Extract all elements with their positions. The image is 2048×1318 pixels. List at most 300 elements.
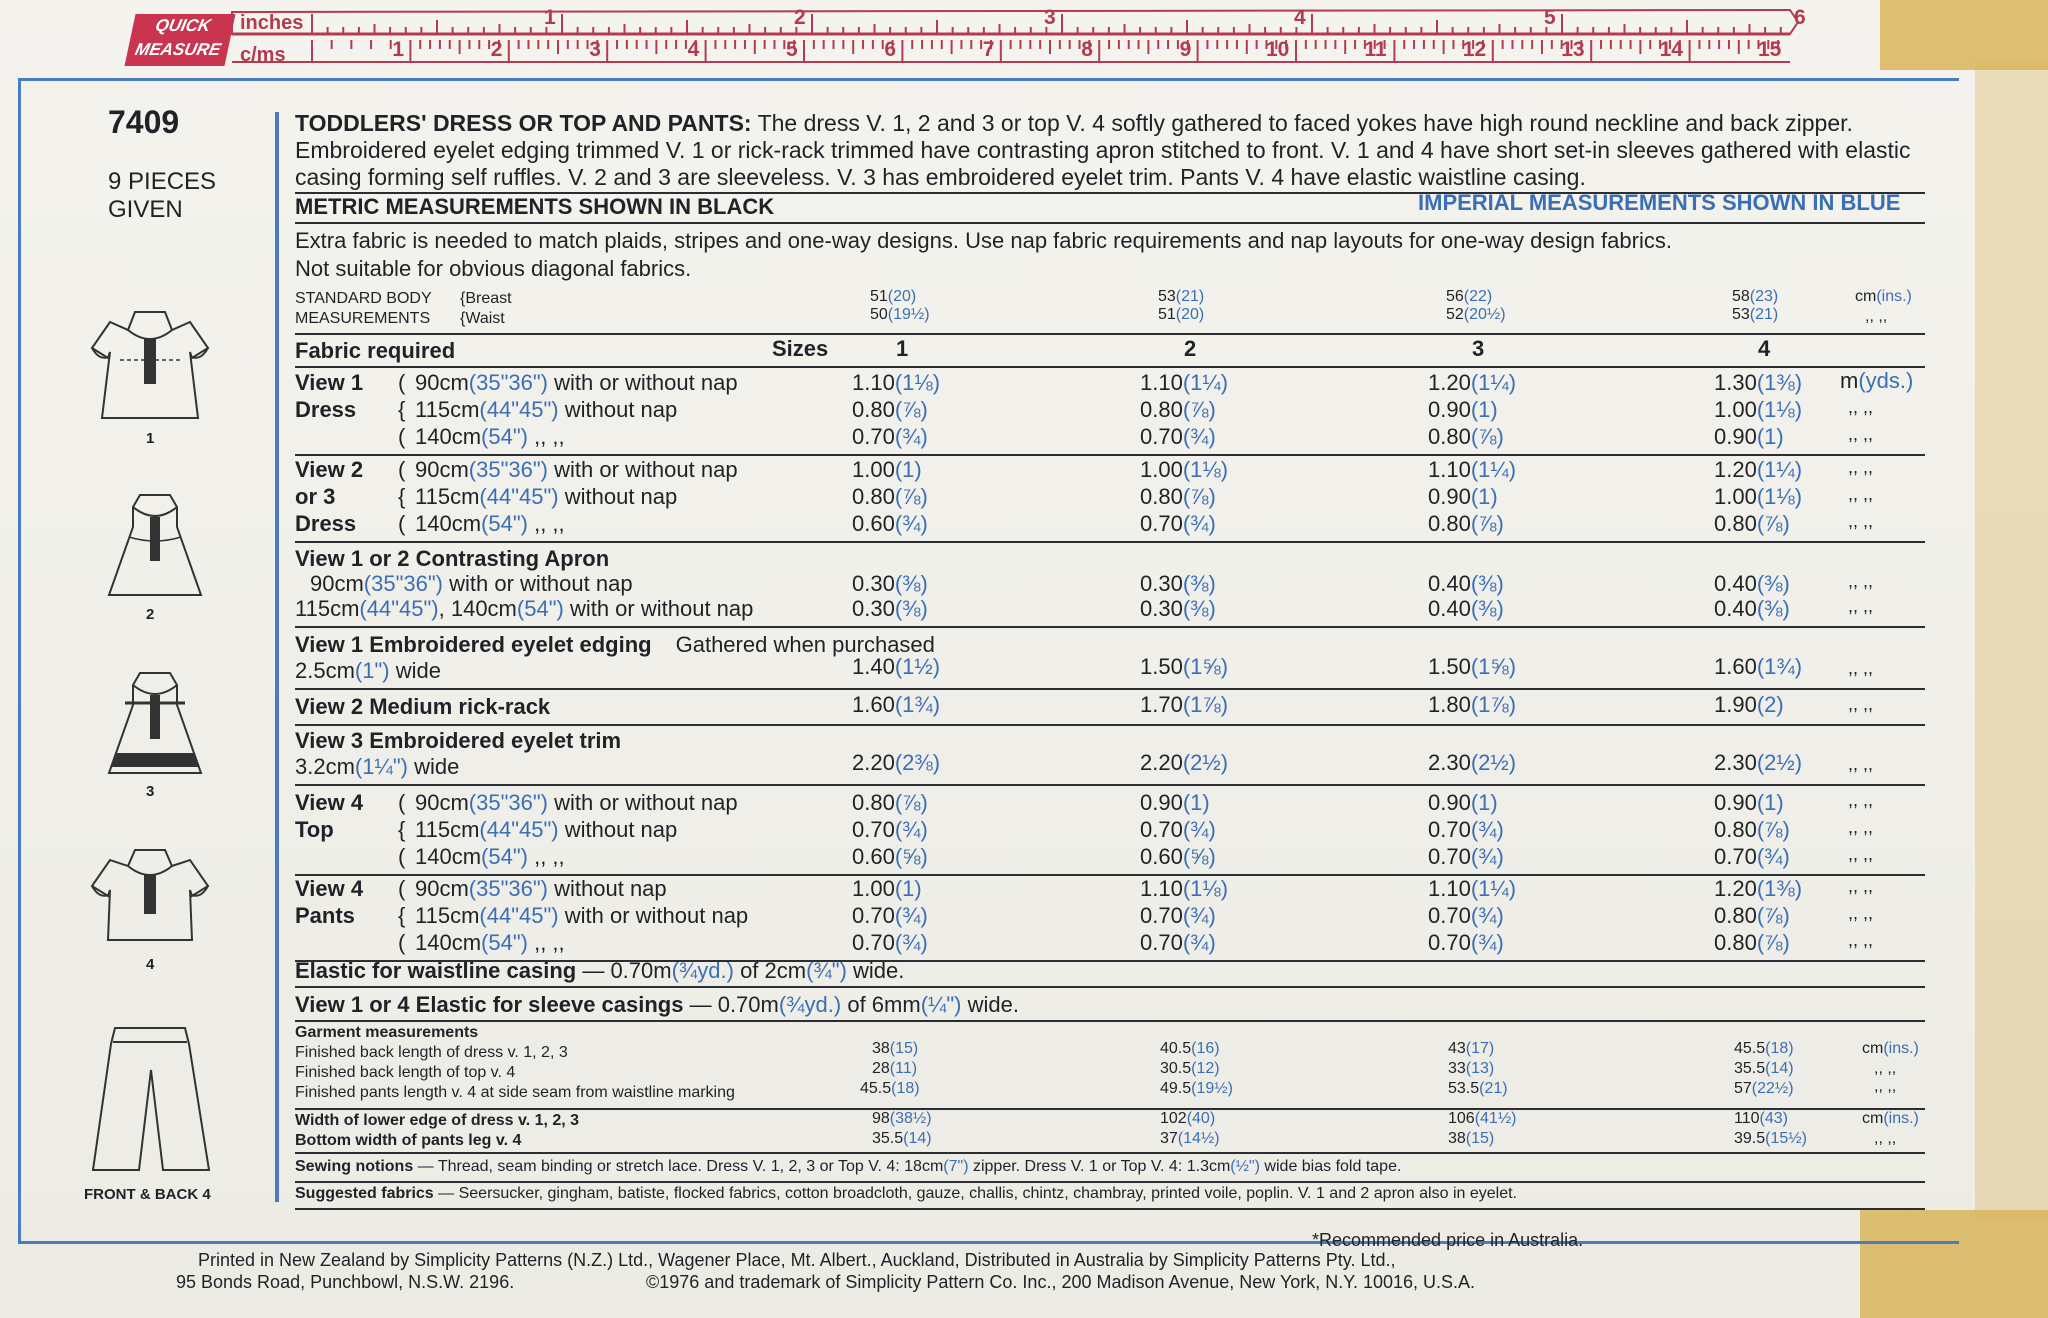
fabric-amount-imperial: (1) [894,457,922,482]
fabric-amount-metric: 0.90 [1140,790,1183,815]
size-header: 2 [1184,336,1197,361]
width-note: with or without nap [548,370,738,395]
body-label-1: STANDARD BODY [295,290,432,307]
ditto-mark: ,, ,, [1848,424,1874,444]
garment-label-2: Width of lower edge of dress v. 1, 2, 3 [295,1112,580,1129]
fabric-amount-metric: 1.10 [1140,370,1183,395]
fabric-amount [1140,484,1216,510]
ditto-mark: ,, ,, [1848,397,1874,417]
fabric-amount [1714,457,1802,483]
fabric-amount [1428,484,1498,510]
garment-unit [1862,1040,1919,1058]
ruler-cm-number: 5 [786,38,798,61]
garment-value-imperial: (18) [1765,1040,1794,1057]
fabric-amount-imperial: (⅞) [1182,484,1216,509]
fabric-amount-imperial: (⅞) [1756,817,1790,842]
fabric-amount-metric: 0.90 [1428,397,1471,422]
garment-value [1448,1040,1494,1058]
brace: ( [398,370,406,395]
fabric-amount-metric: 1.00 [1714,484,1757,509]
width-note: with or without nap [548,790,738,815]
garment-label-2: Bottom width of pants leg v. 4 [295,1132,522,1149]
fabric-amount [1428,817,1504,843]
section-title: Pants [295,903,355,928]
trim-amount [1714,750,1802,776]
divider [295,784,1925,786]
waist-value-imperial: (21) [1749,306,1779,323]
view-3-caption: 3 [146,783,155,800]
garment-label: Finished pants length v. 4 at side seam from waistline marking [295,1084,735,1101]
description-text: The dress V. 1, 2 and 3 or top V. 4 softly gathered to faced yokes have high round neckline and back zipper. Embroidered eyelet edging trimmed V. 1 or rick-rack trimmed have contrasting apron stitched to front. V. 1 and 4 have short set-in sleeves gathered with elastic casing forming self ruffles. V. 2 and 3 are sleeveless. V. 3 has embroidered eyelet trim. Pants V. 4 have elastic waistline casing. [295,110,1911,190]
garment-value [1734,1060,1794,1078]
fabric-amount-imperial: (1) [1756,424,1784,449]
apron-amount-imperial: (⅜) [894,571,928,596]
fabric-amount [1714,817,1790,843]
apron-amount [852,596,928,622]
unit-cm: cm [1862,1110,1884,1127]
fabric-amount-metric: 0.70 [1428,930,1471,955]
fabric-amount-imperial: (1) [1470,397,1498,422]
garment-value [1734,1080,1794,1098]
fabric-amount [852,790,928,816]
section-title: Top [295,817,334,842]
fabric-amount-metric: 0.70 [852,903,895,928]
fabric-amount [1714,484,1802,510]
trim-amount-metric: 2.30 [1428,750,1471,775]
fabric-amount-imperial: (¾) [894,511,928,536]
fabric-width-row [415,397,677,423]
eyelet-amount-metric: 1.50 [1140,654,1183,679]
garment-ditto: ,, ,, [1874,1130,1897,1147]
breast-value-metric: 53 [1158,288,1176,305]
fabric-amount-imperial: (¾) [894,930,928,955]
rickrack-amount [1428,692,1516,718]
width-note: ,, ,, [527,424,565,449]
fabric-amount [852,397,928,423]
rickrack-amount [1714,692,1784,718]
width-metric: 115cm [415,903,480,928]
fabric-amount-metric: 0.80 [1714,930,1757,955]
garment-value-imperial: (21) [1479,1080,1508,1097]
fabric-amount-imperial: (1⅛) [1756,484,1803,509]
fabric-amount-metric: 0.80 [852,484,895,509]
apron-amount-imperial: (⅜) [1756,571,1790,596]
elastic-sleeve-yd: (¾yd.) [778,992,842,1017]
elastic-sleeve-wide: wide. [961,992,1019,1017]
unit-cm: cm [1862,1040,1884,1057]
ditto-mark: ,, ,, [1848,658,1874,678]
extra-note-1: Extra fabric is needed to match plaids, stripes and one-way designs. Use nap fabric requirements and nap layouts for one-way design fabrics. [295,228,1672,253]
fabric-amount [1140,790,1210,816]
footer-price: *Recommended price in Australia. [1312,1230,1584,1250]
waist-value [870,306,930,324]
width-metric: 90cm [415,790,469,815]
imperial-heading: IMPERIAL MEASUREMENTS SHOWN IN BLUE [1418,190,1901,215]
width-note: without nap [548,876,667,901]
body-ditto: ,, ,, [1865,308,1888,325]
fabric-width-row [415,424,565,450]
breast-value-imperial: (23) [1749,288,1779,305]
fabric-amount [1140,511,1216,537]
eyelet-text: (1") [354,658,390,683]
divider [295,454,1925,456]
fabric-amount-imperial: (¾) [1470,903,1504,928]
elastic-waist-width: of 2cm [733,958,807,983]
fabric-amount-imperial: (⅞) [894,790,928,815]
fabric-amount-imperial: (¾) [1756,844,1790,869]
fabric-width-row [415,511,565,537]
breast-label: {Breast [460,290,512,307]
elastic-sleeve-inch: (¼") [920,992,962,1017]
fabric-amount-metric: 0.80 [1428,424,1471,449]
trim-amount-imperial: (2½) [1470,750,1517,775]
garment-value-imperial: (16) [1191,1040,1220,1057]
extra-note-2: Not suitable for obvious diagonal fabrics. [295,256,692,281]
notions-text-c: wide bias fold tape. [1259,1158,1402,1175]
section-title: View 4 [295,790,364,815]
divider [295,1020,1925,1022]
ruler-cm-number: 7 [982,38,995,61]
width-metric: 140cm [415,511,482,536]
trim-amount-metric: 2.20 [852,750,895,775]
fabric-amount-imperial: (1) [1470,790,1498,815]
view-1-dress-sketch [80,300,220,430]
fabric-amount [1714,397,1802,423]
garment-value-metric: 43 [1448,1040,1466,1057]
eyelet-amount [1428,654,1516,680]
fabric-amount-imperial: (¾) [1182,903,1216,928]
notions-label: Sewing notions [295,1158,414,1175]
fabric-amount-imperial: (⅞) [1470,511,1504,536]
garment-value-2 [872,1110,932,1128]
divider [295,541,1925,543]
waist-value [1732,306,1778,324]
fabric-amount [852,903,928,929]
brace: ( [398,844,406,869]
brace: ( [398,424,406,449]
breast-value [870,288,916,306]
garment-value-imperial: (17) [1465,1040,1495,1057]
description-title: TODDLERS' DRESS OR TOP AND PANTS: [295,110,752,136]
unit-in: (ins.) [1876,288,1912,305]
elastic-sleeve-width: of 6mm [841,992,921,1017]
garment-value-2 [872,1130,932,1148]
view-1-caption: 1 [146,430,155,447]
ruler-cm-number: 10 [1266,38,1290,61]
fabric-amount [1140,424,1216,450]
garment-value-2-metric: 98 [872,1110,890,1127]
body-unit [1855,288,1912,306]
fabric-width-row [415,876,667,902]
fabric-amount [1714,790,1784,816]
garment-value-metric: 45.5 [1734,1040,1766,1057]
trim-amount-metric: 2.30 [1714,750,1757,775]
trim-amount-imperial: (2⅜) [894,750,941,775]
trim-width [295,754,459,780]
garment-label: Finished back length of top v. 4 [295,1064,516,1081]
apron-amount-metric: 0.40 [1714,596,1757,621]
garment-value-2 [1160,1110,1215,1128]
garment-value-2-metric: 110 [1734,1110,1760,1127]
garment-value [1448,1060,1494,1078]
fabric-amount-imperial: (⅞) [894,397,928,422]
width-imperial: (54") [481,930,528,955]
ruler-cm-number: 13 [1561,38,1585,61]
garment-value-2-imperial: (14) [903,1130,932,1147]
garment-value-2 [1734,1110,1788,1128]
divider [295,986,1925,988]
fabric-amount-imperial: (¾) [1470,817,1504,842]
brace: ( [398,511,406,536]
waist-value-imperial: (20) [1175,306,1205,323]
divider [295,688,1925,690]
fabric-amount-metric: 0.70 [1140,903,1183,928]
section-title: Dress [295,397,357,422]
width-note: ,, ,, [527,930,565,955]
apron-amount-imperial: (⅜) [894,596,928,621]
fabric-amount [852,876,922,902]
eyelet-amount-metric: 1.50 [1428,654,1471,679]
rickrack-title: View 2 Medium rick-rack [295,694,551,719]
unit-in: (ins.) [1883,1110,1919,1127]
fabric-amount-metric: 1.20 [1428,370,1471,395]
ruler-cm-number: 8 [1081,38,1093,61]
width-metric: 90cm [415,876,469,901]
width-imperial: (54") [481,844,528,869]
garment-value-2-imperial: (41½) [1474,1110,1517,1127]
ruler-cm-label: c/ms [240,44,286,66]
rickrack-amount [1140,692,1228,718]
section-title: or 3 [295,484,336,509]
ruler-inches-label: inches [240,12,304,34]
fabric-amount-metric: 0.70 [852,817,895,842]
fabric-amount [1428,930,1504,956]
fabric-amount-metric: 1.00 [1140,457,1183,482]
pants-caption: FRONT & BACK 4 [84,1186,211,1203]
ditto-mark: ,, ,, [1848,754,1874,774]
fabrics-text: — Seersucker, gingham, batiste, flocked fabrics, cotton broadcloth, gauze, challis, chintz, chambray, printed voile, poplin. V. 1 and 2 apron also in eyelet. [433,1185,1517,1202]
width-imperial: (35"36") [468,876,549,901]
apron-amount-metric: 0.30 [852,571,895,596]
apron-title: View 1 or 2 Contrasting Apron [295,546,610,571]
fabric-amount [852,844,928,870]
pattern-number: 7409 [108,104,180,140]
garment-ditto: ,, ,, [1874,1060,1897,1077]
breast-value-metric: 56 [1446,288,1464,305]
fabric-amount-metric: 1.30 [1714,370,1757,395]
fabric-amount-imperial: (1¼) [1182,370,1229,395]
fabric-amount [1714,930,1790,956]
garment-value-metric: 40.5 [1160,1040,1192,1057]
fabric-amount-metric: 1.00 [852,457,895,482]
view-3-dress-sketch [95,665,215,780]
garment-value-2-metric: 39.5 [1734,1130,1766,1147]
trim-amount-imperial: (2½) [1756,750,1803,775]
divider [295,222,1925,224]
view-2-caption: 2 [146,606,155,623]
fabric-width-row [415,484,677,510]
size-header: 3 [1472,336,1485,361]
fabric-amount-metric: 0.80 [1714,903,1757,928]
garment-value [860,1080,920,1098]
fabric-amount-imperial: (¾) [1470,844,1504,869]
fabric-amount-imperial: (¾) [894,424,928,449]
ruler-cm-number: 3 [589,38,601,61]
unit-m: m [1840,368,1859,393]
garment-value [1448,1080,1508,1098]
ditto-mark: ,, ,, [1848,484,1874,504]
fabric-width-row [415,844,565,870]
apron-text: with or without nap [563,596,754,621]
eyelet-title-row [295,632,935,658]
apron-amount-metric: 0.40 [1714,571,1757,596]
garment-value-2-metric: 102 [1160,1110,1187,1127]
trim-amount-metric: 2.20 [1140,750,1183,775]
garment-title: Garment measurements [295,1024,479,1041]
waist-label: {Waist [460,310,505,327]
brace: { [398,397,406,422]
eyelet-amount-imperial: (1½) [894,654,941,679]
garment-value-2-imperial: (40) [1186,1110,1216,1127]
sizes-label: Sizes [772,336,829,361]
waist-value-metric: 50 [870,306,888,323]
ditto-mark: ,, ,, [1848,571,1874,591]
brace: ( [398,930,406,955]
waist-value-metric: 53 [1732,306,1750,323]
footer-line-1: Printed in New Zealand by Simplicity Patterns (N.Z.) Ltd., Wagener Place, Mt. Albert., Auckland, Distributed in Australia by Simplicity Patterns Pty. Ltd., [198,1250,1396,1270]
fabric-amount-metric: 1.10 [1428,457,1471,482]
trim-amount [1428,750,1516,776]
fabric-amount [1140,370,1228,396]
fabric-amount [1714,511,1790,537]
width-imperial: (44"45") [479,903,559,928]
garment-value-2-imperial: (43) [1759,1110,1788,1127]
fabric-amount-imperial: (¾) [1182,817,1216,842]
apron-amount [852,571,928,597]
ditto-mark: ,, ,, [1848,903,1874,923]
trim-text: (1¼") [354,754,408,779]
garment-value-2-metric: 35.5 [872,1130,904,1147]
apron-amount-imperial: (⅜) [1756,596,1790,621]
notions-text-b: zipper. Dress V. 1 or Top V. 4: 1.3cm [968,1158,1231,1175]
fabric-width-row [415,457,738,483]
apron-text: (54") [516,596,564,621]
section-title: View 2 [295,457,364,482]
fabric-amount [1428,903,1504,929]
fabric-amount-metric: 0.60 [852,511,895,536]
garment-value-metric: 30.5 [1160,1060,1192,1077]
fabric-amount-metric: 1.20 [1714,876,1757,901]
fabric-amount-imperial: (⅞) [1756,930,1790,955]
eyelet-amount-metric: 1.40 [852,654,895,679]
waist-value-metric: 52 [1446,306,1464,323]
width-imperial: (35"36") [468,790,549,815]
width-metric: 90cm [415,457,469,482]
fabric-width-row [415,370,738,396]
fabric-amount-imperial: (1¼) [1470,370,1517,395]
fabric-amount-imperial: (¾) [894,903,928,928]
fabric-amount [1428,790,1498,816]
fabric-amount-imperial: (⅞) [1470,424,1504,449]
fabric-amount [1140,817,1216,843]
eyelet-amount-imperial: (1¾) [1756,654,1803,679]
garment-value-imperial: (13) [1465,1060,1495,1077]
rickrack-amount-imperial: (1⅞) [1182,692,1229,717]
ruler-inch-number: 1 [544,6,556,29]
divider [295,1108,1925,1110]
garment-value-2 [1448,1110,1517,1128]
fabric-amount-metric: 0.90 [1714,790,1757,815]
apron-text: (35"36") [363,571,444,596]
fabric-width-row [415,790,738,816]
garment-value [872,1060,917,1078]
apron-amount-metric: 0.30 [1140,596,1183,621]
elastic-sleeve-label: View 1 or 4 Elastic for sleeve casings [295,992,684,1017]
breast-value [1732,288,1778,306]
rickrack-amount-metric: 1.90 [1714,692,1757,717]
fabric-amount-imperial: (¾) [1470,930,1504,955]
divider [295,724,1925,726]
garment-value-2-imperial: (14½) [1177,1130,1220,1147]
fabric-amount-metric: 1.20 [1714,457,1757,482]
ruler-inch-number: 2 [794,6,806,29]
fabric-amount-imperial: (¾) [1182,511,1216,536]
footer-line-2a: 95 Bonds Road, Punchbowl, N.S.W. 2196. [176,1272,515,1292]
trim-text: 3.2cm [295,754,355,779]
garment-value-metric: 33 [1448,1060,1466,1077]
trim-text: wide [407,754,460,779]
view-4-caption: 4 [146,956,155,973]
fabric-amount [1714,424,1784,450]
ruler-cm-number: 11 [1364,38,1387,61]
fabric-amount-imperial: (1¼) [1470,457,1517,482]
trim-amount-imperial: (2½) [1182,750,1229,775]
eyelet-text: wide [389,658,441,683]
fabric-amount [852,511,928,537]
apron-amount-metric: 0.40 [1428,596,1471,621]
fabric-amount-imperial: (⅞) [894,484,928,509]
fabric-width-row [415,930,565,956]
fabric-amount-imperial: (1¼) [1470,876,1517,901]
fabric-amount-imperial: (1) [1756,790,1784,815]
fabrics-label: Suggested fabrics [295,1185,434,1202]
body-label-2: MEASUREMENTS [295,310,431,327]
rickrack-amount-imperial: (1¾) [894,692,941,717]
notions-text-a: — Thread, seam binding or stretch lace. Dress V. 1, 2, 3 or Top V. 4: 18cm [413,1158,944,1175]
waist-value-metric: 51 [1158,306,1176,323]
footer-line-2b: ©1976 and trademark of Simplicity Pattern Co. Inc., 200 Madison Avenue, New York, N.Y. 10016, U.S.A. [646,1272,1476,1292]
garment-value-imperial: (18) [891,1080,920,1097]
pants-sketch [85,1020,215,1180]
eyelet-amount [852,654,940,680]
fabric-amount [852,817,928,843]
ditto-mark: ,, ,, [1848,817,1874,837]
fabric-amount [1714,844,1790,870]
fabric-amount-imperial: (⅞) [1182,397,1216,422]
breast-value-metric: 58 [1732,288,1750,305]
garment-value-metric: 28 [872,1060,890,1077]
garment-value [1160,1060,1220,1078]
garment-value-2 [1160,1130,1220,1148]
eyelet-amount [1140,654,1228,680]
garment-value-metric: 45.5 [860,1080,892,1097]
trim-amount [852,750,940,776]
brace: { [398,817,406,842]
ditto-mark: ,, ,, [1848,876,1874,896]
fabric-width-row [415,817,677,843]
ditto-mark: ,, ,, [1848,790,1874,810]
fabric-amount [1428,457,1516,483]
